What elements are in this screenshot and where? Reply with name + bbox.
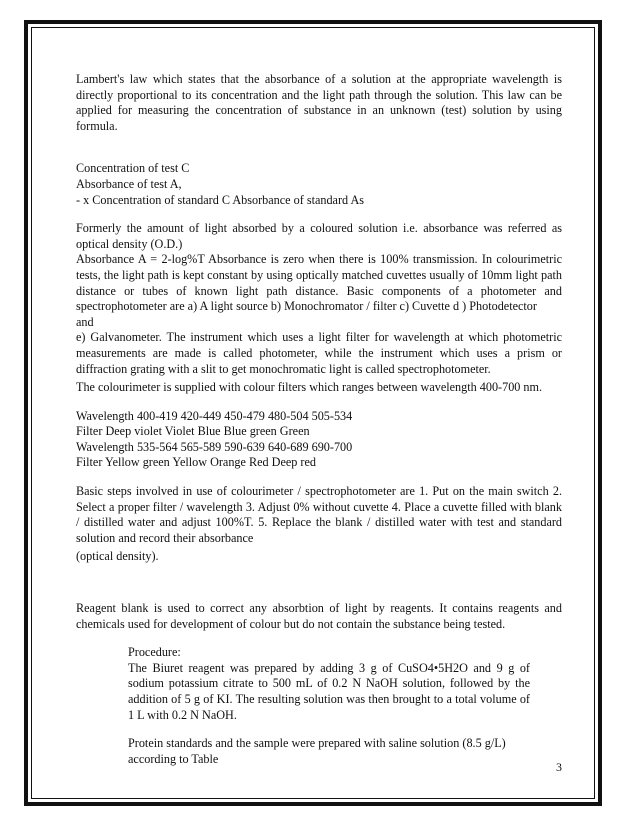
page-number: 3: [556, 760, 562, 774]
document-body: [76, 72, 562, 767]
wavelength-row-1: Wavelength 400-419 420-449 450-479 480-504 505-534: [76, 408, 353, 423]
filter-row-1: Filter Deep violet Violet Blue Blue green Green: [76, 424, 310, 439]
galvanometer-paragraph: e) Galvanometer. The instrument which uses a light filter for wavelength at which photometric measurements are made is called photometer, while the instrument which uses a prism or diffraction grating with a slit to get monochromatic light is called spectrophotometer.: [76, 330, 562, 376]
reagent-blank-paragraph: Reagent blank is used to correct any absorbtion of light by reagents. It contains reagents and chemicals used for development of colour but do not contain the substance being tested.: [76, 601, 562, 631]
absorbance-and-line: and: [76, 314, 94, 329]
procedure-title: Procedure:: [128, 645, 181, 660]
biuret-reagent-paragraph: The Biuret reagent was prepared by adding 3 g of CuSO4•5H2O and 9 g of sodium potassium citrate to 500 mL of 0.2 N NaOH solution, followed by the addition of 5 g of KI. The resulting solution was then brought to a total volume of 1 L with 0.2 N NaOH.: [128, 660, 530, 722]
basic-steps-paragraph: Basic steps involved in use of colourimeter / spectrophotometer are 1. Put on the main switch 2. Select a proper filter / wavelength 3. Adjust 0% without cuvette 4. Place a cuvette filled with blank / distilled water and adjust 100%T. 5. Replace the blank / distilled water with test and standard solution and record their absorbance: [76, 484, 562, 545]
procedure-block: [128, 645, 530, 767]
formula-line-3: - x Concentration of standard C Absorbance of standard As: [76, 192, 365, 207]
protein-standards-paragraph: Protein standards and the sample were prepared with saline solution (8.5 g/L) according to Table: [128, 736, 506, 766]
filter-row-2: Filter Yellow green Yellow Orange Red Deep red: [76, 455, 316, 470]
absorbance-paragraph: Absorbance A = 2-log%T Absorbance is zero when there is 100% transmission. In colourimetric tests, the light path is kept constant by using optically matched cuvettes usually of 10mm light path distance or tubes of known light path distance. Basic components of a photometer and spectrophotometer are a) A light source b) Monochromator / filter c) Cuvette d ) Photodetector: [76, 252, 562, 314]
lambert-law-paragraph: Lambert's law which states that the absorbance of a solution at the appropriate wavelength is directly proportional to its concentration and the light path through the solution. This law can be applied for measuring the concentration of substance in an unknown (test) solution by using formula.: [76, 72, 562, 133]
formula-line-1: Concentration of test C: [76, 161, 190, 176]
optical-density-note: (optical density).: [76, 549, 159, 564]
colourimeter-paragraph: The colourimeter is supplied with colour filters which ranges between wavelength 400-700 nm.: [76, 380, 543, 395]
formula-line-2: Absorbance of test A,: [76, 176, 182, 191]
wavelength-row-2: Wavelength 535-564 565-589 590-639 640-689 690-700: [76, 439, 353, 454]
optical-density-paragraph: Formerly the amount of light absorbed by a coloured solution i.e. absorbance was referred as optical density (O.D.): [76, 221, 562, 251]
